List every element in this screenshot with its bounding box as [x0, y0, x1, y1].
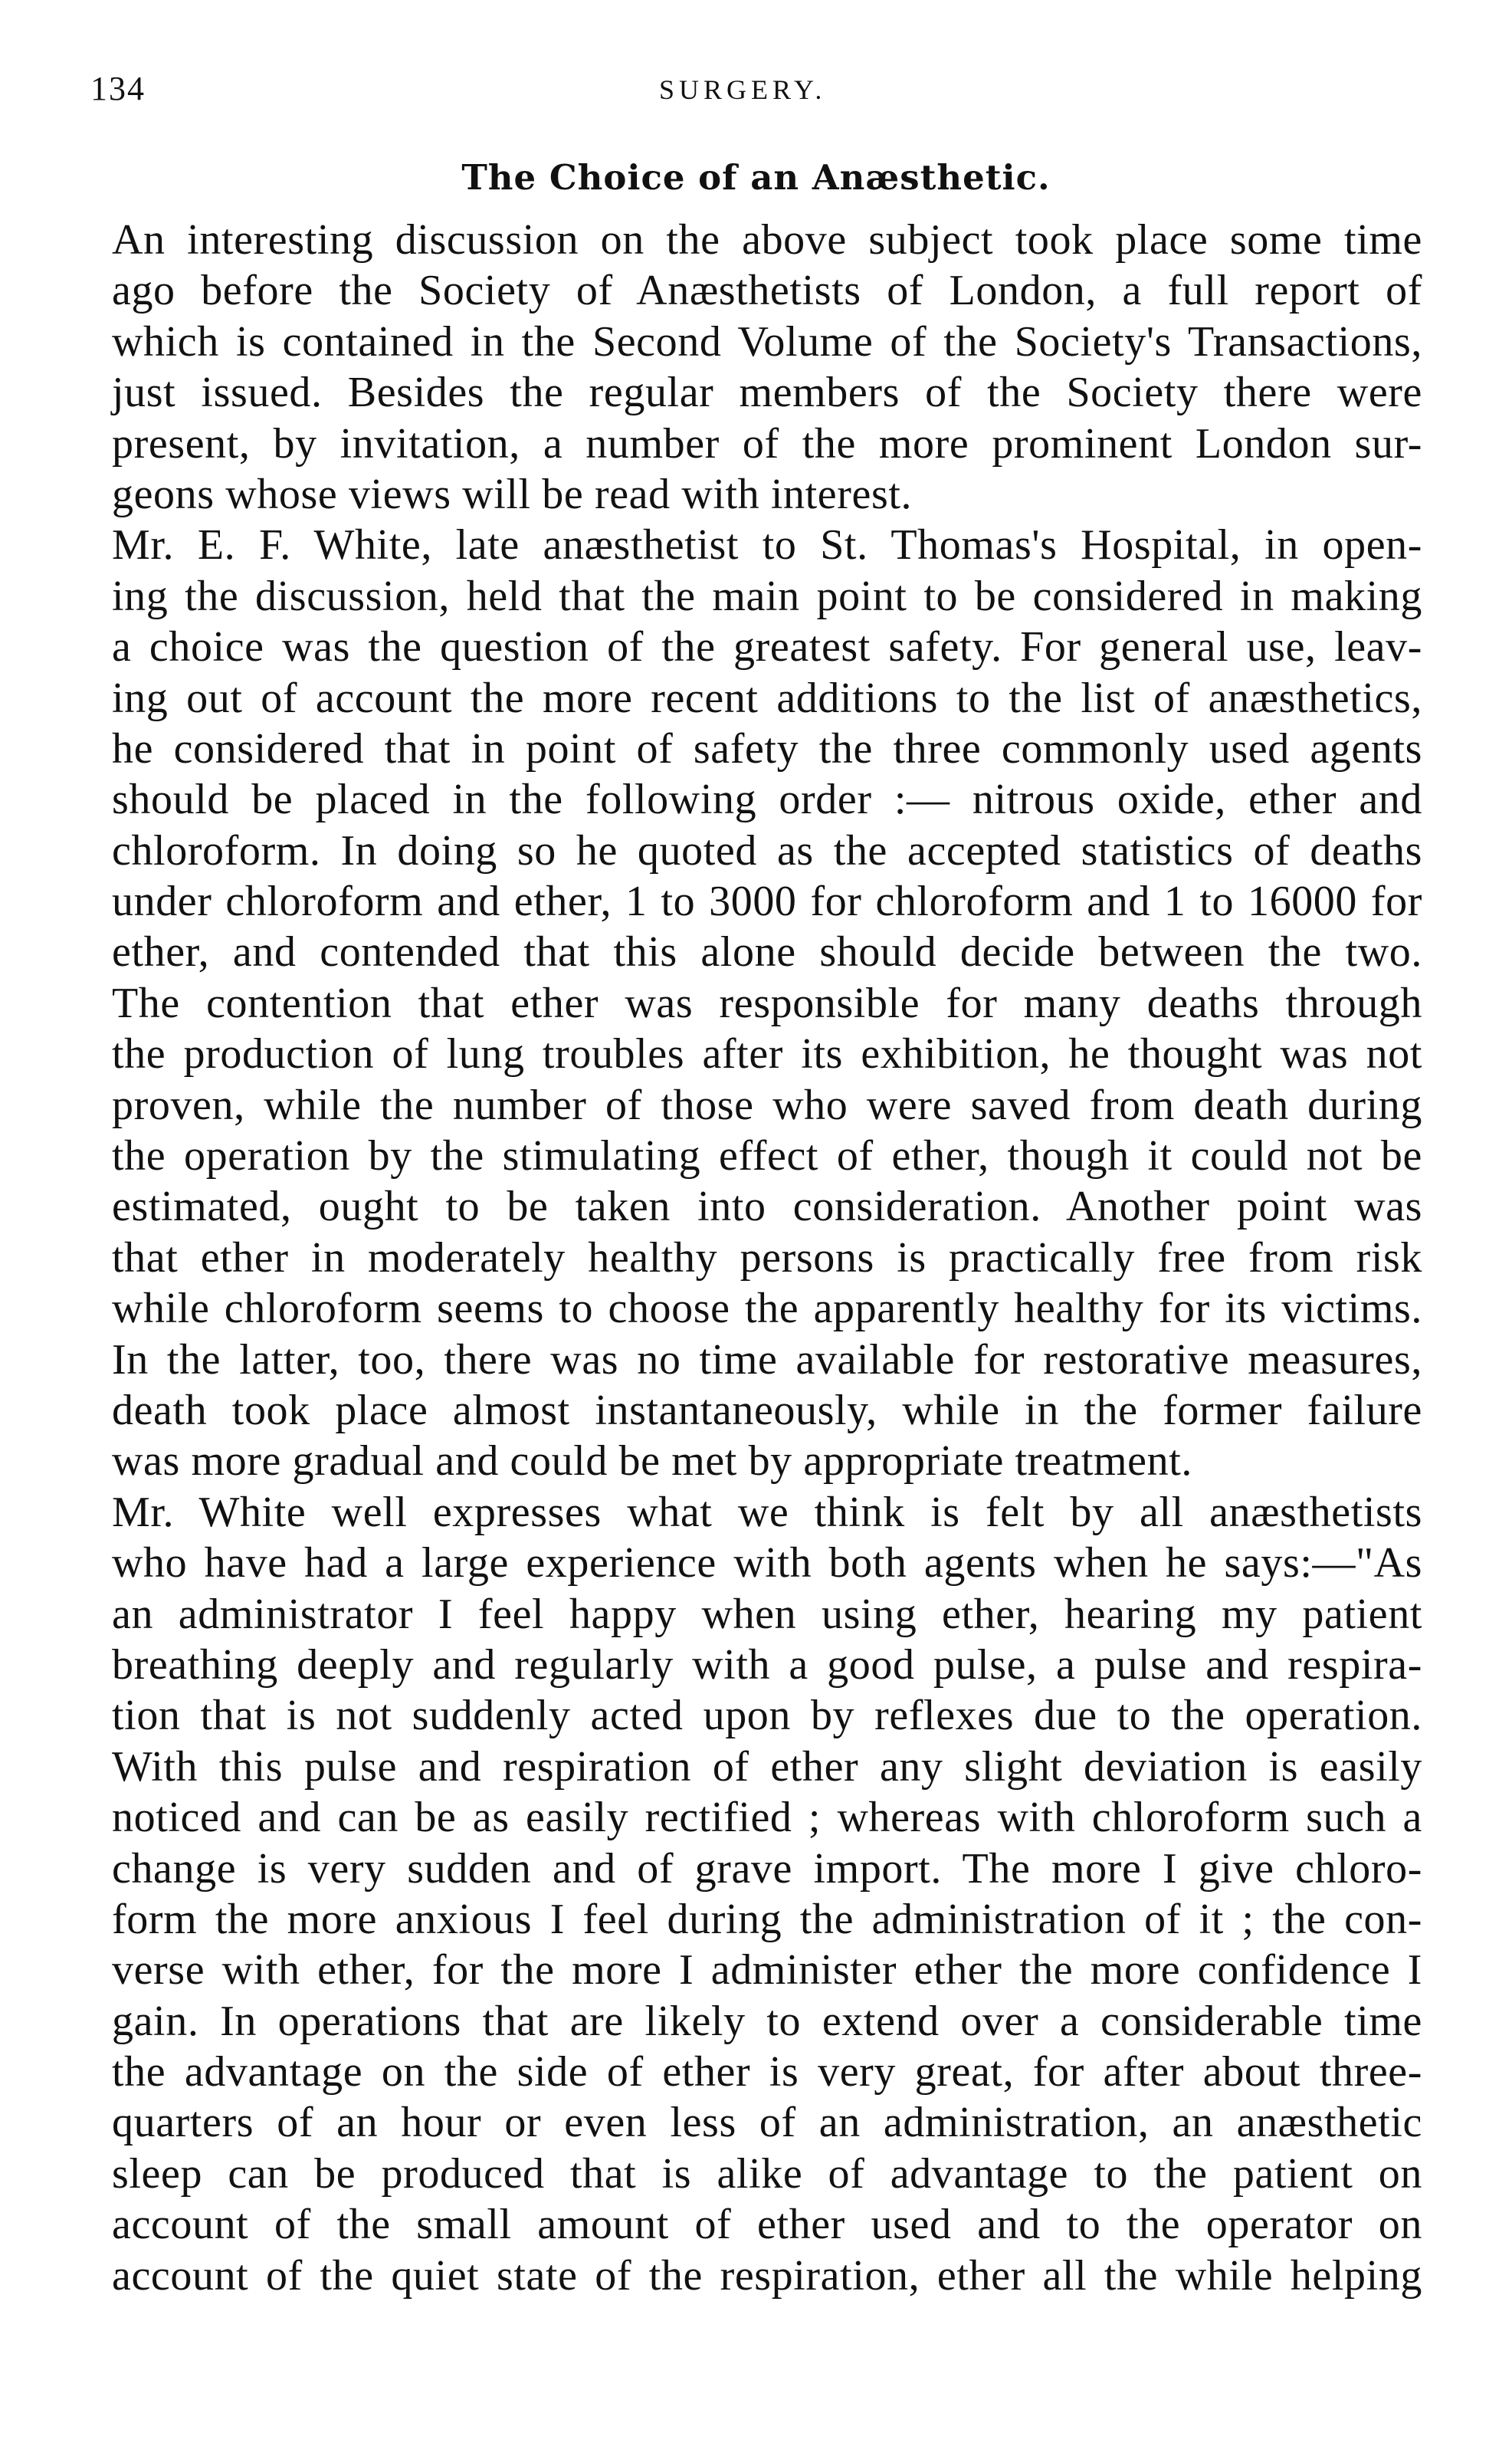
text-line: an administrator I feel happy when using ether, hearing my patient	[112, 1590, 1422, 1638]
text-line: the advantage on the side of ether is very great, for after about three-	[112, 2048, 1422, 2096]
text-line: With this pulse and respiration of ether any slight deviation is easily	[112, 1742, 1422, 1791]
text-line: present, by invitation, a number of the more prominent London sur-	[112, 419, 1422, 468]
text-line: form the more anxious I feel during the administration of it ; the con-	[112, 1895, 1422, 1943]
text-line: The contention that ether was responsible for many deaths through	[112, 979, 1422, 1027]
article-title: The Choice of an Anæsthetic.	[461, 157, 1051, 198]
text-line: ether, and contended that this alone should decide between the two.	[112, 928, 1422, 977]
text-line: the operation by the stimulating effect of ether, though it could not be	[112, 1132, 1422, 1180]
text-line: under chloroform and ether, 1 to 3000 for chloroform and 1 to 16000 for	[112, 878, 1422, 926]
text-line: gain. In operations that are likely to extend over a considerable time	[112, 1997, 1422, 2045]
text-line: quarters of an hour or even less of an administration, an anæsthetic	[112, 2099, 1422, 2147]
text-line: chloroform. In doing so he quoted as the accepted statistics of deaths	[112, 826, 1422, 875]
text-line: account of the quiet state of the respiration, ether all the while helping	[112, 2251, 1422, 2300]
text-line: Mr. White well expresses what we think is felt by all anæsthetists	[112, 1488, 1422, 1536]
text-line: An interesting discussion on the above subject took place some time	[112, 216, 1422, 264]
article-body	[112, 215, 1422, 2301]
text-line: Mr. E. F. White, late anæsthetist to St. Thomas's Hospital, in open-	[112, 521, 1422, 570]
text-line: estimated, ought to be taken into consideration. Another point was	[112, 1183, 1422, 1231]
page-number: 134	[90, 70, 146, 107]
text-line: ing the discussion, held that the main point to be considered in making	[112, 572, 1422, 620]
running-head	[0, 69, 1512, 123]
text-line: who have had a large experience with both agents when he says:—"As	[112, 1539, 1422, 1587]
text-line: a choice was the question of the greatest safety. For general use, leav-	[112, 623, 1422, 671]
text-line: which is contained in the Second Volume of the Society's Transactions,	[112, 317, 1422, 366]
text-line: that ether in moderately healthy persons is practically free from risk	[112, 1233, 1422, 1282]
text-line: change is very sudden and of grave import. The more I give chloro-	[112, 1844, 1422, 1893]
text-line: ing out of account the more recent additions to the list of anæsthetics,	[112, 674, 1422, 722]
running-head-section: SURGERY.	[659, 74, 827, 105]
text-line: ago before the Society of Anæsthetists of London, a full report of	[112, 267, 1422, 315]
text-line: geons whose views will be read with interest.	[112, 470, 913, 518]
text-line: breathing deeply and regularly with a good pulse, a pulse and respira-	[112, 1640, 1422, 1689]
text-line: was more gradual and could be met by appropriate treatment.	[112, 1437, 1192, 1486]
text-line: verse with ether, for the more I administer ether the more confidence I	[112, 1946, 1422, 1994]
text-line: while chloroform seems to choose the apparently healthy for its victims.	[112, 1285, 1422, 1333]
text-line: sleep can be produced that is alike of advantage to the patient on	[112, 2149, 1422, 2198]
text-line: just issued. Besides the regular members of the Society there were	[112, 369, 1422, 417]
text-line: the production of lung troubles after its exhibition, he thought was not	[112, 1030, 1422, 1078]
text-line: account of the small amount of ether used and to the operator on	[112, 2201, 1422, 2249]
text-line: death took place almost instantaneously, while in the former failure	[112, 1386, 1422, 1434]
text-line: In the latter, too, there was no time available for restorative measures,	[112, 1335, 1422, 1384]
text-line: should be placed in the following order :— nitrous oxide, ether and	[112, 776, 1422, 824]
text-line: proven, while the number of those who were saved from death during	[112, 1081, 1422, 1129]
text-line: noticed and can be as easily rectified ; whereas with chloroform such a	[112, 1794, 1422, 1842]
text-line: tion that is not suddenly acted upon by reflexes due to the operation.	[112, 1692, 1422, 1740]
text-line: he considered that in point of safety the three commonly used agents	[112, 724, 1422, 773]
